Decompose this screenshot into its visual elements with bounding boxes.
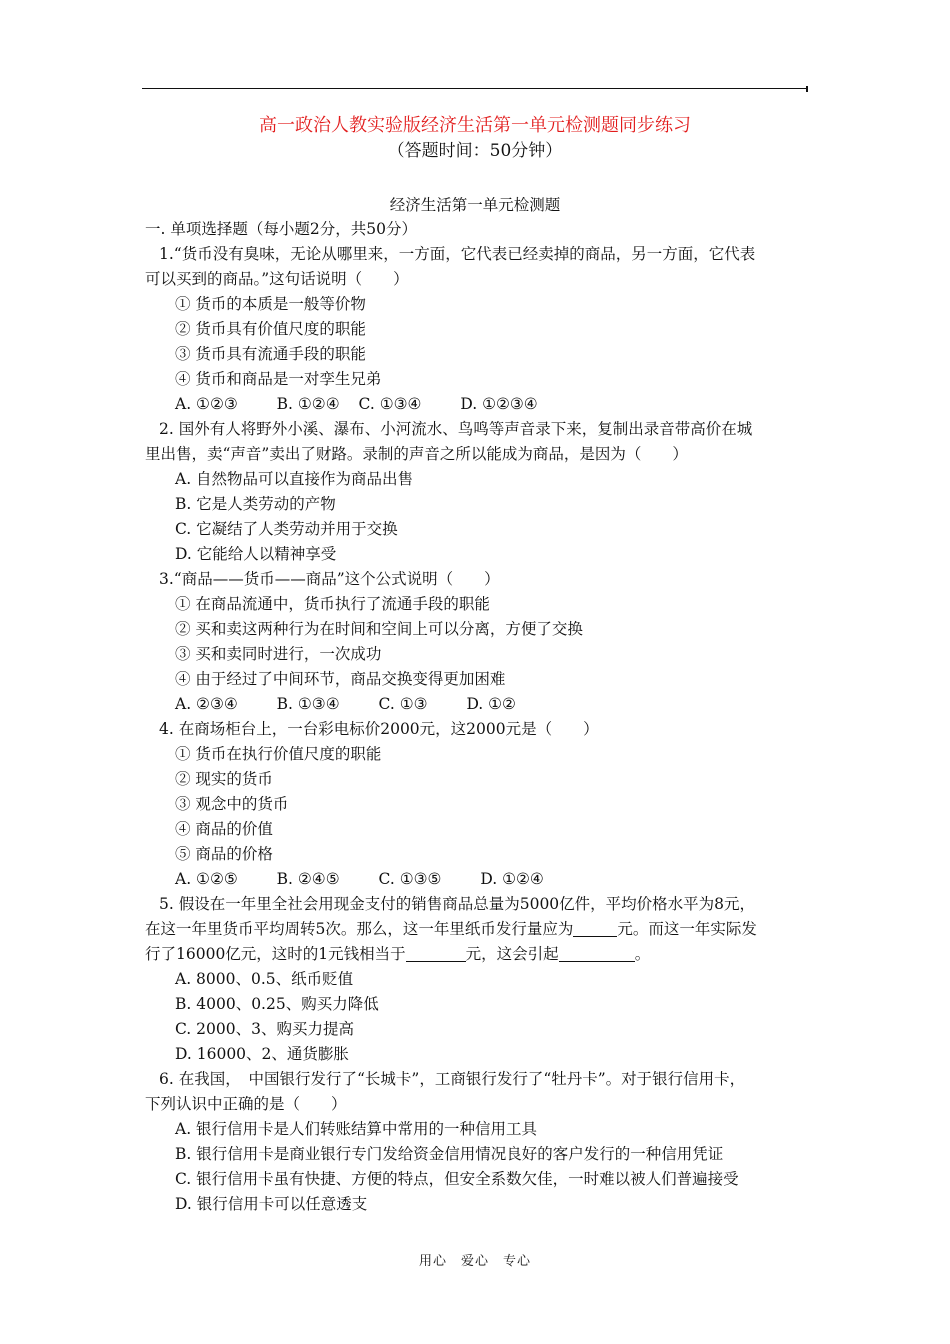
q6-stem-line2: 下列认识中正确的是（ ）: [145, 1095, 347, 1113]
q1-option-d: D. ①②③④: [460, 395, 538, 413]
q6-option-b: B. 银行信用卡是商业银行专门发给资金信用情况良好的客户发行的一种信用凭证: [175, 1145, 724, 1163]
q5-option-b: B. 4000、0.25、购买力降低: [175, 995, 379, 1013]
q5-option-d: D. 16000、2、通货膨胀: [175, 1045, 349, 1063]
q5-option-a: A. 8000、0.5、纸币贬值: [175, 970, 354, 988]
q3-option-d: D. ①②: [466, 695, 516, 713]
q3-item: ③ 买和卖同时进行，一次成功: [175, 645, 382, 663]
q3-item: ④ 由于经过了中间环节，商品交换变得更加困难: [175, 670, 506, 688]
q2-option-c: C. 它凝结了人类劳动并用于交换: [175, 520, 398, 538]
q4-item: ① 货币在执行价值尺度的职能: [175, 745, 382, 763]
q5-stem-text: 元。而这一年实际发: [617, 920, 757, 938]
q3-item: ① 在商品流通中，货币执行了流通手段的职能: [175, 595, 490, 613]
q4-item: ③ 观念中的货币: [175, 795, 289, 813]
q6-option-a: A. 银行信用卡是人们转账结算中常用的一种信用工具: [175, 1120, 538, 1138]
q4-options: [145, 867, 810, 892]
q5-option-c: C. 2000、3、购买力提高: [175, 1020, 354, 1038]
q4-option-a: A. ①②⑤: [175, 870, 238, 888]
q1-stem-line1: 1.“货币没有臭味，无论从哪里来，一方面，它代表已经卖掉的商品，另一方面，它代表: [159, 245, 756, 263]
q5-stem-line3: [145, 942, 810, 967]
q3-options: [145, 692, 810, 717]
q2-stem-line2: 里出售，卖“声音”卖出了财路。录制的声音之所以能成为商品，是因为（ ）: [145, 445, 688, 463]
q1-option-c: C. ①③④: [358, 395, 422, 413]
q5-blank-3: [559, 944, 635, 962]
q5-stem-text: 元，这会引起: [465, 945, 559, 963]
q2-option-d: D. 它能给人以精神享受: [175, 545, 337, 563]
q3-option-a: A. ②③④: [175, 695, 238, 713]
q3-stem-line1: 3.“商品——货币——商品”这个公式说明（ ）: [159, 570, 500, 588]
q3-option-c: C. ①③: [378, 695, 428, 713]
q3-item: ② 买和卖这两种行为在时间和空间上可以分离，方便了交换: [175, 620, 583, 638]
q2-option-a: A. 自然物品可以直接作为商品出售: [175, 470, 414, 488]
q1-options: [145, 392, 810, 417]
q1-item: ② 货币具有价值尺度的职能: [175, 320, 366, 338]
q4-option-b: B. ②④⑤: [276, 870, 340, 888]
q2-option-b: B. 它是人类劳动的产物: [175, 495, 336, 513]
q3-option-b: B. ①③④: [276, 695, 340, 713]
q4-item: ② 现实的货币: [175, 770, 273, 788]
q6-stem-line1: 6. 在我国， 中国银行发行了“长城卡”，工商银行发行了“牡丹卡”。对于银行信用卡，: [159, 1070, 746, 1088]
q5-blank-1: [573, 919, 617, 937]
q6-option-d: D. 银行信用卡可以任意透支: [175, 1195, 368, 1213]
q6-option-c: C. 银行信用卡虽有快捷、方便的特点，但安全系数欠佳，一时难以被人们普遍接受: [175, 1170, 739, 1188]
header-rule: [142, 88, 807, 89]
q1-option-a: A. ①②③: [175, 395, 238, 413]
q5-stem-line2: [145, 917, 810, 942]
q5-stem-text: 。: [634, 945, 651, 963]
q5-blank-2: [406, 944, 466, 962]
q4-item: ④ 商品的价值: [175, 820, 273, 838]
q4-option-d: D. ①②④: [480, 870, 544, 888]
document-title: 高一政治人教实验版经济生活第一单元检测题同步练习: [259, 115, 691, 136]
q4-item: ⑤ 商品的价格: [175, 845, 273, 863]
q5-stem-text: 在这一年里货币平均周转5次。那么，这一年里纸币发行量应为: [145, 920, 574, 938]
q1-item: ④ 货币和商品是一对孪生兄弟: [175, 370, 382, 388]
q2-stem-line1: 2. 国外有人将野外小溪、瀑布、小河流水、鸟鸣等声音录下来，复制出录音带高价在城: [159, 420, 753, 438]
q4-stem-line1: 4. 在商场柜台上，一台彩电标价2000元，这2000元是（ ）: [159, 720, 599, 738]
q1-option-b: B. ①②④: [276, 395, 340, 413]
q1-item: ③ 货币具有流通手段的职能: [175, 345, 366, 363]
header-rule-mark: [806, 86, 808, 92]
answer-time: （答题时间：50分钟）: [387, 141, 563, 161]
q5-stem-text: 行了16000亿元，这时的1元钱相当于: [145, 945, 406, 963]
exam-body: [145, 217, 810, 1217]
exam-title: 经济生活第一单元检测题: [389, 196, 561, 214]
q4-option-c: C. ①③⑤: [378, 870, 442, 888]
q1-item: ① 货币的本质是一般等价物: [175, 295, 366, 313]
page-footer: 用心 爱心 专心: [418, 1254, 531, 1269]
q5-stem-line1: 5. 假设在一年里全社会用现金支付的销售商品总量为5000亿件，平均价格水平为8元，: [159, 895, 756, 913]
section-heading: 一. 单项选择题（每小题2分，共50分）: [145, 220, 417, 238]
q1-stem-line2: 可以买到的商品。”这句话说明（ ）: [145, 270, 409, 288]
